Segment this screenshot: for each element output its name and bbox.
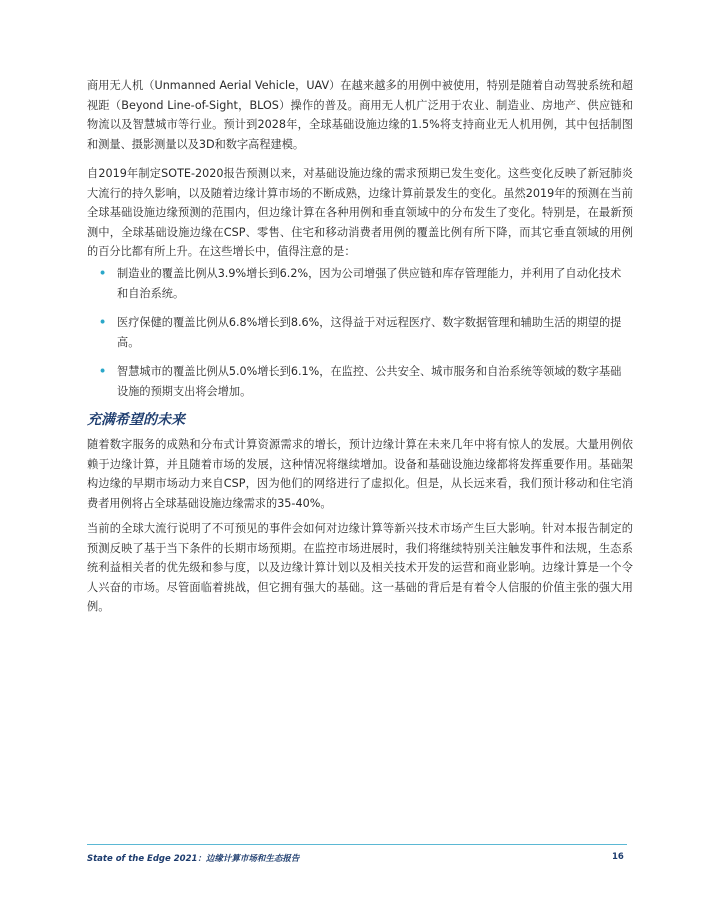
- paragraph-pandemic-impact: 当前的全球大流行说明了不可预见的事件会如何对边缘计算等新兴技术市场产生巨大影响。针对本报告制定的预测反映了基于当下条件的长期市场预期。在监控市场进展时，我们将继续特别关注触发事件和法规，生态系统利益相关者的优先级和参与度，以及边缘计算计划以及相关技术开发的运营和商业影响。边缘计算是一个令人兴奋的市场。尽管面临着挑战，但它拥有强大的基础。这一基础的背后是有着令人信服的价值主张的强大用例。: [87, 522, 633, 614]
- footer-title: State of the Edge 2021：边缘计算市场和生态报告: [87, 854, 300, 864]
- paragraph-uav: 商用无人机（Unmanned Aerial Vehicle，UAV）在越来越多的用例中被使用，特别是随着自动驾驶系统和超视距（Beyond Line-of-Sight，BLOS）操作的普及。商用无人机广泛用于农业、制造业、房地产、供应链和物流以及智慧城市等行业。预计到2028年，全球基础设施边缘的1.5%将支持商业无人机用例，其中包括制图和测量、摄影测量以及3D和数字高程建模。: [87, 79, 633, 151]
- list-item-text: 医疗保健的覆盖比例从6.8%增长到8.6%，这得益于对远程医疗、数字数据管理和辅助生活的期望的提高。: [117, 316, 622, 349]
- section-heading: 充满希望的未来: [87, 412, 185, 428]
- list-item-manufacturing: [99, 264, 624, 303]
- list-item-text: 制造业的覆盖比例从3.9%增长到6.2%，因为公司增强了供应链和库存管理能力，并利用了自动化技术和自治系统。: [117, 267, 622, 300]
- paragraph-future-growth: 随着数字服务的成熟和分布式计算资源需求的增长，预计边缘计算在未来几年中将有惊人的发展。大量用例依赖于边缘计算，并且随着市场的发展，这种情况将继续增加。设备和基础设施边缘都将发挥重要作用。基础架构边缘的早期市场动力来自CSP，因为他们的网络进行了虚拟化。但是，从长远来看，我们预计移动和住宅消费者用例将占全球基础设施边缘需求的35-40%。: [87, 438, 633, 510]
- bullet-marker: •: [99, 316, 107, 329]
- list-item-text: 智慧城市的覆盖比例从5.0%增长到6.1%，在监控、公共安全、城市服务和自治系统等领域的数字基础设施的预期支出将会增加。: [117, 365, 622, 398]
- list-item-smart-city: [99, 362, 624, 401]
- bullet-marker: •: [99, 267, 107, 280]
- list-item-healthcare: [99, 313, 624, 352]
- footer-divider: [87, 844, 627, 845]
- paragraph-forecast-changes: 自2019年制定SOTE-2020报告预测以来，对基础设施边缘的需求预期已发生变化。这些变化反映了新冠肺炎大流行的持久影响，以及随着边缘计算市场的不断成熟，边缘计算前景发生的变化。虽然2019年的预测在当前全球基础设施边缘预测的范围内，但边缘计算在各种用例和垂直领域中的分布发生了变化。特别是，在最新预测中，全球基础设施边缘在CSP、零售、住宅和移动消费者用例的覆盖比例有所下降，而其它垂直领域的用例的百分比都有所上升。在这些增长中，值得注意的是：: [87, 167, 633, 259]
- bullet-marker: •: [99, 365, 107, 378]
- page-number: 16: [612, 852, 624, 862]
